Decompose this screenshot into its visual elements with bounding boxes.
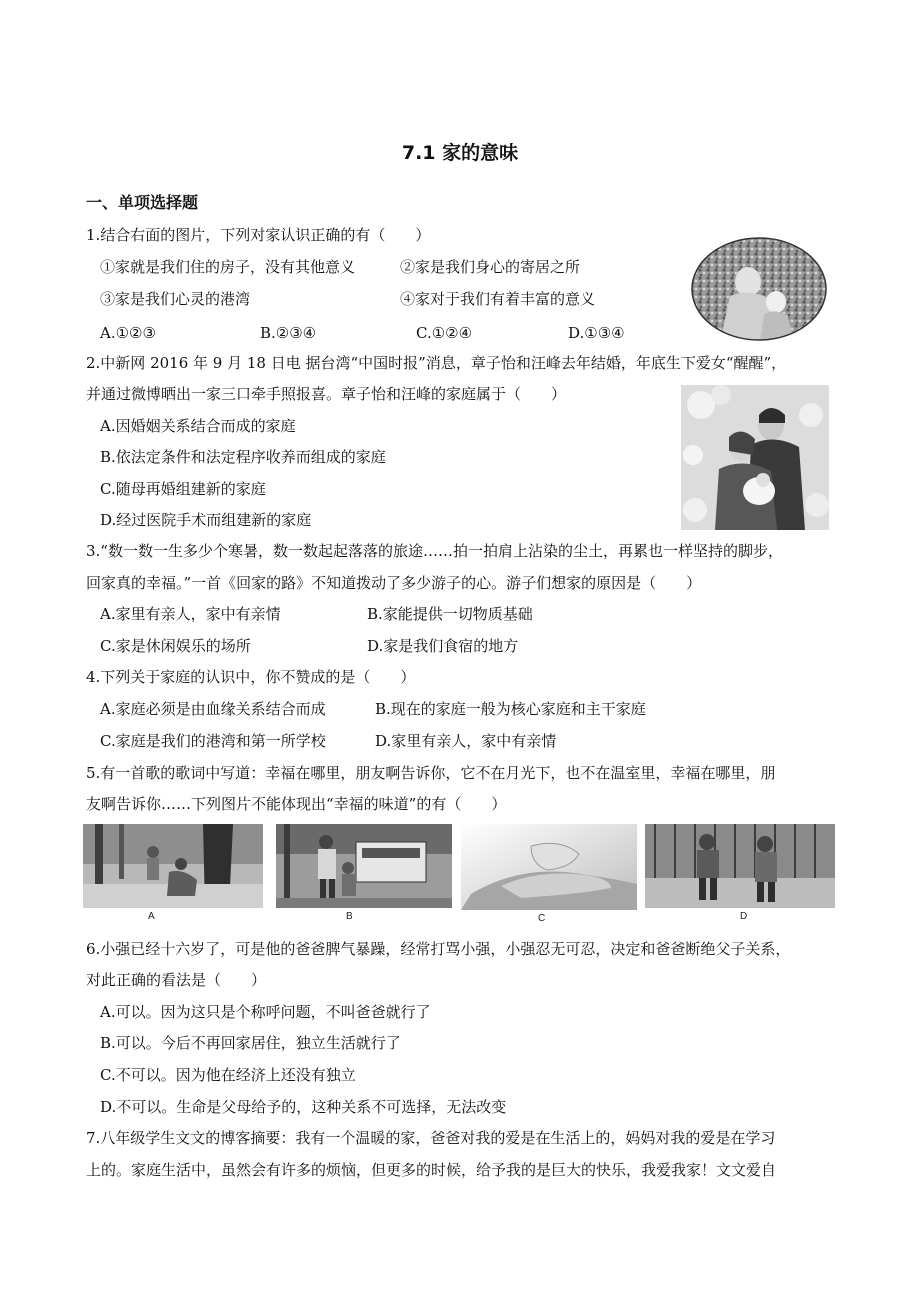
q4-option-c: C.家庭是我们的港湾和第一所学校 <box>100 732 326 750</box>
q5-label-a: A <box>148 911 155 922</box>
q5-image-b <box>276 824 452 908</box>
q4-option-a: A.家庭必须是由血缘关系结合而成 <box>100 700 326 718</box>
q7-stem-line2: 上的。家庭生活中，虽然会有许多的烦恼，但更多的时候，给予我的是巨大的快乐，我爱我家！文文爱自 <box>86 1161 777 1179</box>
q2-stem-line2: 并通过微博晒出一家三口牵手照报喜。章子怡和汪峰的家庭属于（ ） <box>86 385 567 403</box>
q3-option-c: C.家是休闲娱乐的场所 <box>100 637 251 655</box>
q2-option-a: A.因婚姻关系结合而成的家庭 <box>100 417 296 435</box>
q5-image-a <box>83 824 263 908</box>
q1-statement-4: ④家对于我们有着丰富的意义 <box>400 290 596 308</box>
q3-stem-line1: 3.“数一数一生多少个寒暑，数一数起起落落的旅途……拍一拍肩上沾染的尘土，再累也一样坚持的脚步， <box>86 542 783 560</box>
q6-option-d: D.不可以。生命是父母给予的，这种关系不可选择，无法改变 <box>100 1098 507 1116</box>
q6-stem-line2: 对此正确的看法是（ ） <box>86 971 267 989</box>
q3-option-d: D.家是我们食宿的地方 <box>367 637 519 655</box>
q1-mother-child-image <box>690 236 828 342</box>
q1-option-b: B.②③④ <box>260 324 317 342</box>
q5-stem-line1: 5.有一首歌的歌词中写道：幸福在哪里，朋友啊告诉你，它不在月光下，也不在温室里，幸福在哪里，朋 <box>86 764 776 782</box>
q2-option-c: C.随母再婚组建新的家庭 <box>100 480 266 498</box>
q3-stem-line2: 回家真的幸福。”一首《回家的路》不知道拨动了多少游子的心。游子们想家的原因是（ ） <box>86 574 702 592</box>
q6-option-b: B.可以。今后不再回家居住，独立生活就行了 <box>100 1034 401 1052</box>
q5-image-d <box>645 824 835 908</box>
q1-statement-3: ③家是我们心灵的港湾 <box>100 290 251 308</box>
q5-label-d: D <box>740 911 748 922</box>
q4-option-d: D.家里有亲人，家中有亲情 <box>375 732 557 750</box>
q4-option-b: B.现在的家庭一般为核心家庭和主干家庭 <box>375 700 646 718</box>
q5-label-b: B <box>346 911 353 922</box>
q2-option-d: D.经过医院手术而组建新的家庭 <box>100 511 312 529</box>
section-heading: 一、单项选择题 <box>86 193 199 212</box>
q2-option-b: B.依法定条件和法定程序收养而组成的家庭 <box>100 448 386 466</box>
q5-stem-line2: 友啊告诉你……下列图片不能体现出“幸福的味道”的有（ ） <box>86 795 507 813</box>
q7-stem-line1: 7.八年级学生文文的博客摘要：我有一个温暖的家，爸爸对我的爱是在生活上的，妈妈对我的爱是在学习 <box>86 1129 776 1147</box>
q4-stem: 4.下列关于家庭的认识中，你不赞成的是（ ） <box>86 668 416 686</box>
q2-family-photo <box>681 385 829 530</box>
q5-label-c: C <box>538 913 546 924</box>
q1-option-d: D.①③④ <box>568 324 625 342</box>
q2-stem-line1: 2.中新网 2016 年 9 月 18 日电 据台湾“中国时报”消息，章子怡和汪峰去年结婚，年底生下爱女“醒醒”， <box>86 354 787 372</box>
q6-stem-line1: 6.小强已经十六岁了，可是他的爸爸脾气暴躁，经常打骂小强，小强忍无可忍，决定和爸爸断绝父子关系， <box>86 940 791 958</box>
q6-option-a: A.可以。因为这只是个称呼问题，不叫爸爸就行了 <box>100 1003 431 1021</box>
q1-statement-1: ①家就是我们住的房子，没有其他意义 <box>100 258 356 276</box>
q3-option-a: A.家里有亲人，家中有亲情 <box>100 605 281 623</box>
q1-option-a: A.①②③ <box>100 324 156 342</box>
q1-statement-2: ②家是我们身心的寄居之所 <box>400 258 581 276</box>
q1-stem: 1.结合右面的图片，下列对家认识正确的有（ ） <box>86 226 431 244</box>
page-title: 7.1 家的意味 <box>401 142 519 164</box>
q6-option-c: C.不可以。因为他在经济上还没有独立 <box>100 1066 356 1084</box>
q3-option-b: B.家能提供一切物质基础 <box>367 605 533 623</box>
q1-option-c: C.①②④ <box>416 324 473 342</box>
q5-image-c <box>461 824 637 910</box>
